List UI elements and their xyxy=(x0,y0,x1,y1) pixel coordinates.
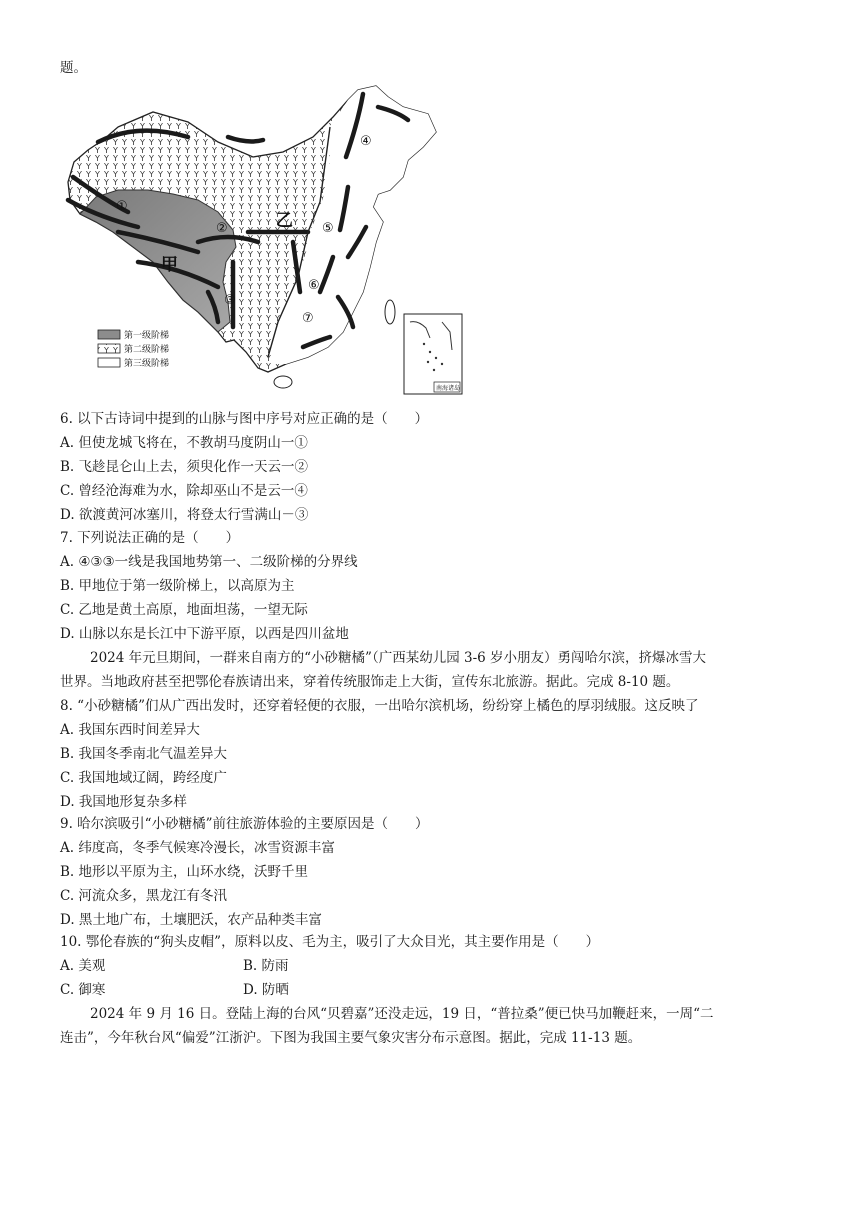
passage2-line1: 2024 年 9 月 16 日。登陆上海的台风“贝碧嘉”还没走远，19 日，“普拉桑”便已快马加鞭赶来，一周“二 xyxy=(90,1006,714,1022)
taiwan-island xyxy=(385,300,395,324)
label-yi: 乙 xyxy=(276,211,293,231)
label-5: ⑤ xyxy=(322,221,334,236)
legend-swatch-second xyxy=(98,344,120,353)
q10-option-c: C. 御寒 xyxy=(60,982,106,998)
china-terrain-steps-map xyxy=(58,82,472,400)
legend-swatch-third xyxy=(98,358,120,367)
passage2-line2: 连击”，今年秋台风“偏爱”江浙沪。下图为我国主要气象灾害分布示意图。据此，完成 11-13 题。 xyxy=(60,1030,642,1046)
label-1: ① xyxy=(116,199,128,214)
q10-option-a: A. 美观 xyxy=(60,958,106,974)
legend-second-step: 第二级阶梯 xyxy=(124,345,170,355)
q10-option-b: B. 防雨 xyxy=(243,958,289,974)
q8-option-d: D. 我国地形复杂多样 xyxy=(60,794,187,810)
q8-option-a: A. 我国东西时间差异大 xyxy=(60,722,200,738)
q7-option-c: C. 乙地是黄土高原，地面坦荡，一望无际 xyxy=(60,602,308,618)
label-4: ④ xyxy=(360,134,372,149)
label-6: ⑥ xyxy=(308,278,320,293)
passage1-line2: 世界。当地政府甚至把鄂伦春族请出来，穿着传统服饰走上大街，宣传东北旅游。据此。完成 8-10 题。 xyxy=(60,674,680,690)
q9-stem: 9. 哈尔滨吸引“小砂糖橘”前往旅游体验的主要原因是（ ） xyxy=(60,816,429,832)
q7-option-b: B. 甲地位于第一级阶梯上，以高原为主 xyxy=(60,578,295,594)
q10-stem: 10. 鄂伦春族的“狗头皮帽”，原料以皮、毛为主，吸引了大众目光，其主要作用是（ ） xyxy=(60,934,600,950)
q9-option-a: A. 纬度高，冬季气候寒冷漫长，冰雪资源丰富 xyxy=(60,840,335,856)
q8-option-c: C. 我国地域辽阔，跨经度广 xyxy=(60,770,227,786)
q7-stem: 7. 下列说法正确的是（ ） xyxy=(60,530,240,546)
legend-first-step: 第一级阶梯 xyxy=(124,331,170,341)
label-7: ⑦ xyxy=(302,311,314,326)
label-3: ③ xyxy=(224,293,236,308)
q8-stem: 8. “小砂糖橘”们从广西出发时，还穿着轻便的衣服，一出哈尔滨机场，纷纷穿上橘色的厚羽绒服。这反映了 xyxy=(60,698,699,714)
q6-option-b: B. 飞趁昆仑山上去，须臾化作一天云一② xyxy=(60,459,309,475)
label-2: ② xyxy=(216,221,228,236)
q10-option-d: D. 防晒 xyxy=(243,982,289,998)
q9-option-c: C. 河流众多，黑龙江有冬汛 xyxy=(60,888,227,904)
legend-swatch-first xyxy=(98,330,120,339)
legend-third-step: 第三级阶梯 xyxy=(124,359,170,369)
label-jia: 甲 xyxy=(161,255,178,275)
q9-option-d: D. 黑土地广布，土壤肥沃，农产品种类丰富 xyxy=(60,912,322,928)
hainan-island xyxy=(274,376,292,388)
q6-option-c: C. 曾经沧海难为水，除却巫山不是云一④ xyxy=(60,483,308,499)
q7-option-a: A. ④③③一线是我国地势第一、二级阶梯的分界线 xyxy=(60,554,358,570)
inset-caption: 南海诸岛 xyxy=(436,385,461,392)
q7-option-d: D. 山脉以东是长江中下游平原，以西是四川盆地 xyxy=(60,626,349,642)
map-legend xyxy=(98,329,169,369)
first-step-region xyxy=(80,190,236,332)
q6-option-d: D. 欲渡黄河冰塞川，将登太行雪满山－③ xyxy=(60,507,309,523)
q6-stem: 6. 以下古诗词中提到的山脉与图中序号对应正确的是（ ） xyxy=(60,411,429,427)
q6-option-a: A. 但使龙城飞将在，不教胡马度阴山一① xyxy=(60,435,308,451)
q9-option-b: B. 地形以平原为主，山环水绕，沃野千里 xyxy=(60,864,309,880)
south-china-sea-inset xyxy=(404,314,462,394)
previous-page-fragment: 题。 xyxy=(60,60,87,76)
q8-option-b: B. 我国冬季南北气温差异大 xyxy=(60,746,228,762)
passage1-line1: 2024 年元旦期间，一群来自南方的“小砂糖橘”（广西某幼儿园 3-6 岁小朋友）勇闯哈尔滨，挤爆冰雪大 xyxy=(90,650,707,666)
